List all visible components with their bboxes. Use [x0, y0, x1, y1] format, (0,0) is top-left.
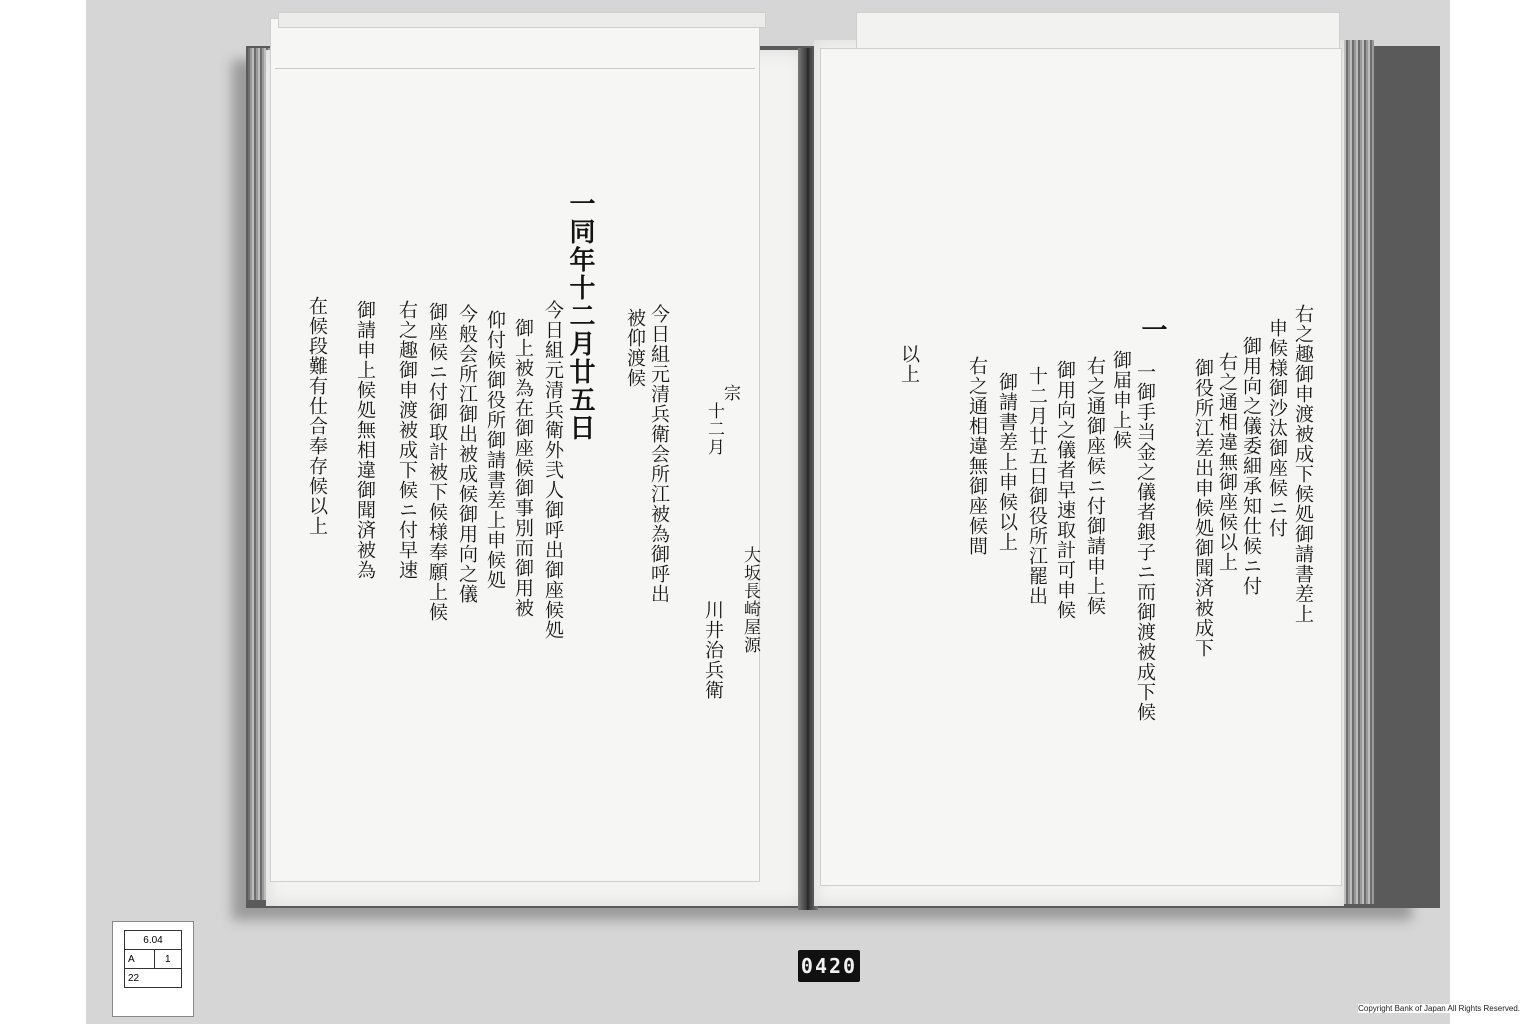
archive-label-card	[112, 921, 194, 1017]
right-col-7: 御届申上候	[1110, 350, 1132, 450]
left-col-2: 被仰渡候	[624, 308, 646, 388]
right-col-6: 一	[1137, 316, 1167, 344]
right-col-4: 右之通相違無御座候以上	[1216, 352, 1238, 572]
left-col-7: 今日組元清兵衛外弐人御呼出御座候処	[542, 300, 564, 640]
left-heading: 一同年十二月廿五日	[565, 190, 595, 442]
left-col-6: 川井治兵衛	[702, 600, 724, 700]
right-col-14: 以上	[898, 344, 920, 384]
left-col-5: 大坂長崎屋源	[740, 546, 760, 654]
label-row-1: 6.04	[125, 931, 182, 950]
right-col-5: 御役所江差出申候処御聞済被成下	[1192, 358, 1214, 658]
left-sheet-fold	[275, 68, 755, 69]
left-col-4: 十二月	[704, 402, 724, 456]
left-col-1: 今日組元清兵衛会所江被為御呼出	[648, 304, 670, 604]
right-col-8: 一御手当金之儀者銀子ニ而御渡被成下候	[1134, 362, 1156, 722]
label-row-2-number: 1	[154, 950, 181, 969]
right-col-13: 右之通相違無御座候間	[966, 356, 988, 556]
left-col-8: 御上被為在御座候御事別而御用被	[512, 318, 534, 618]
left-col-12: 右之趣御申渡被成下候ニ付早速	[396, 300, 418, 580]
right-col-1: 右之趣御申渡被成下候処御請書差上	[1292, 304, 1314, 624]
right-col-3: 御用向之儀委細承知仕候ニ付	[1240, 336, 1262, 596]
left-col-9: 仰付候御役所御請書差上申候処	[484, 310, 506, 590]
label-row-3: 22	[125, 969, 182, 988]
left-col-3: 宗	[720, 384, 740, 402]
right-page-edges	[1340, 40, 1374, 904]
archive-label-table	[124, 930, 182, 988]
right-col-2: 申候様御沙汰御座候ニ付	[1266, 318, 1288, 538]
frame-number-plate: 0420	[798, 950, 860, 982]
right-col-10: 御用向之儀者早速取計可申候	[1054, 360, 1076, 620]
left-sheet-stack	[278, 12, 766, 28]
left-col-14: 在候段難有仕合奉存候以上	[306, 296, 328, 536]
copyright-notice: Copyright Bank of Japan All Rights Reserved.	[1358, 1004, 1520, 1013]
left-col-13: 御請申上候処無相違御聞済被為	[354, 300, 376, 580]
right-col-9: 右之通御座候ニ付御請申上候	[1084, 356, 1106, 616]
right-col-12: 御請書差上申候以上	[996, 372, 1018, 552]
right-col-11: 十二月廿五日御役所江罷出	[1026, 366, 1048, 606]
label-row-2-letter: A	[125, 950, 155, 969]
left-col-11: 御座候ニ付御取計被下候様奉願上候	[426, 302, 448, 622]
left-col-10: 今般会所江御出被成候御用向之儀	[456, 304, 478, 604]
